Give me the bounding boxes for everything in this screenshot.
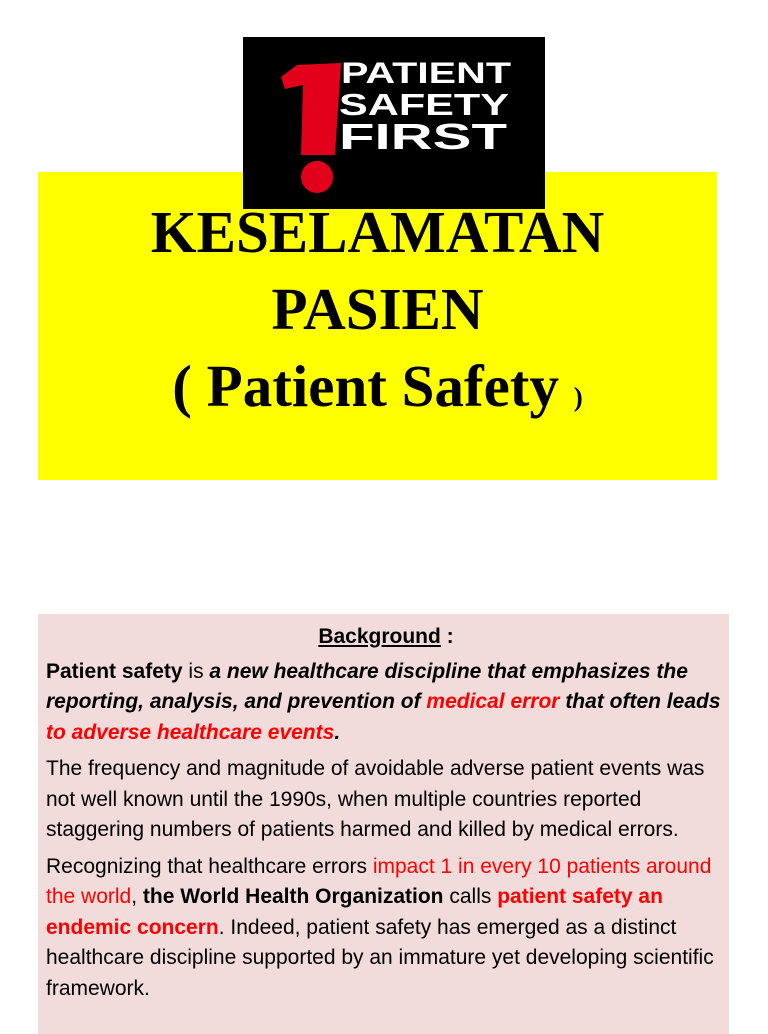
p1-medical-error: medical error bbox=[426, 690, 560, 713]
logo-text-safety: SAFETY bbox=[339, 87, 510, 122]
p1-definition-cont: that often leads bbox=[559, 690, 721, 713]
background-heading-colon: : bbox=[440, 625, 454, 648]
background-panel bbox=[38, 614, 729, 1034]
p1-definition: a new healthcare discipline that emphasizes the reporting, analysis, and prevention of bbox=[46, 659, 688, 713]
background-heading bbox=[46, 622, 726, 653]
p3-comma: , bbox=[131, 885, 143, 908]
title-patient-safety: ( Patient Safety bbox=[172, 353, 559, 419]
logo-exclamation-dot bbox=[301, 161, 333, 193]
title-line-1: KESELAMATAN bbox=[150, 199, 605, 265]
p1-period: . bbox=[334, 720, 341, 744]
title-line-2: PASIEN bbox=[271, 276, 484, 342]
logo-text-patient: PATIENT bbox=[341, 57, 511, 90]
p3-text: Recognizing that healthcare errors bbox=[46, 854, 373, 878]
background-heading-text: Background bbox=[318, 625, 441, 648]
p3-who: the World Health Organization bbox=[142, 885, 444, 908]
background-paragraph-2: The frequency and magnitude of avoidable adverse patient events was not well known until the 1990s, when multiple countries reported staggering numbers of patients harmed and killed by medical errors. bbox=[46, 757, 705, 841]
p3-endemic-concern: patient safety an endemic concern bbox=[46, 885, 663, 939]
p3-calls: calls bbox=[443, 885, 498, 908]
p3-text-end: . Indeed, patient safety has emerged as a distinct healthcare discipline supported by an immature yet developing scientific framework. bbox=[46, 915, 714, 1000]
title-close-paren: ) bbox=[573, 382, 583, 412]
p1-text: is bbox=[182, 659, 210, 683]
p1-adverse-events: to adverse healthcare events bbox=[46, 720, 335, 744]
p3-impact: impact 1 in every 10 patients around the world bbox=[46, 854, 712, 908]
logo-exclamation-shape bbox=[281, 63, 341, 155]
term-patient-safety: Patient safety bbox=[46, 659, 183, 683]
title-line-3 bbox=[38, 348, 717, 436]
background-content bbox=[46, 622, 726, 1010]
logo-text-first: FIRST bbox=[339, 116, 508, 157]
page-title bbox=[38, 194, 717, 436]
background-paragraph-1 bbox=[46, 657, 726, 749]
background-paragraph-3 bbox=[46, 852, 726, 1005]
logo-graphic bbox=[243, 37, 545, 209]
patient-safety-first-logo bbox=[243, 37, 545, 209]
